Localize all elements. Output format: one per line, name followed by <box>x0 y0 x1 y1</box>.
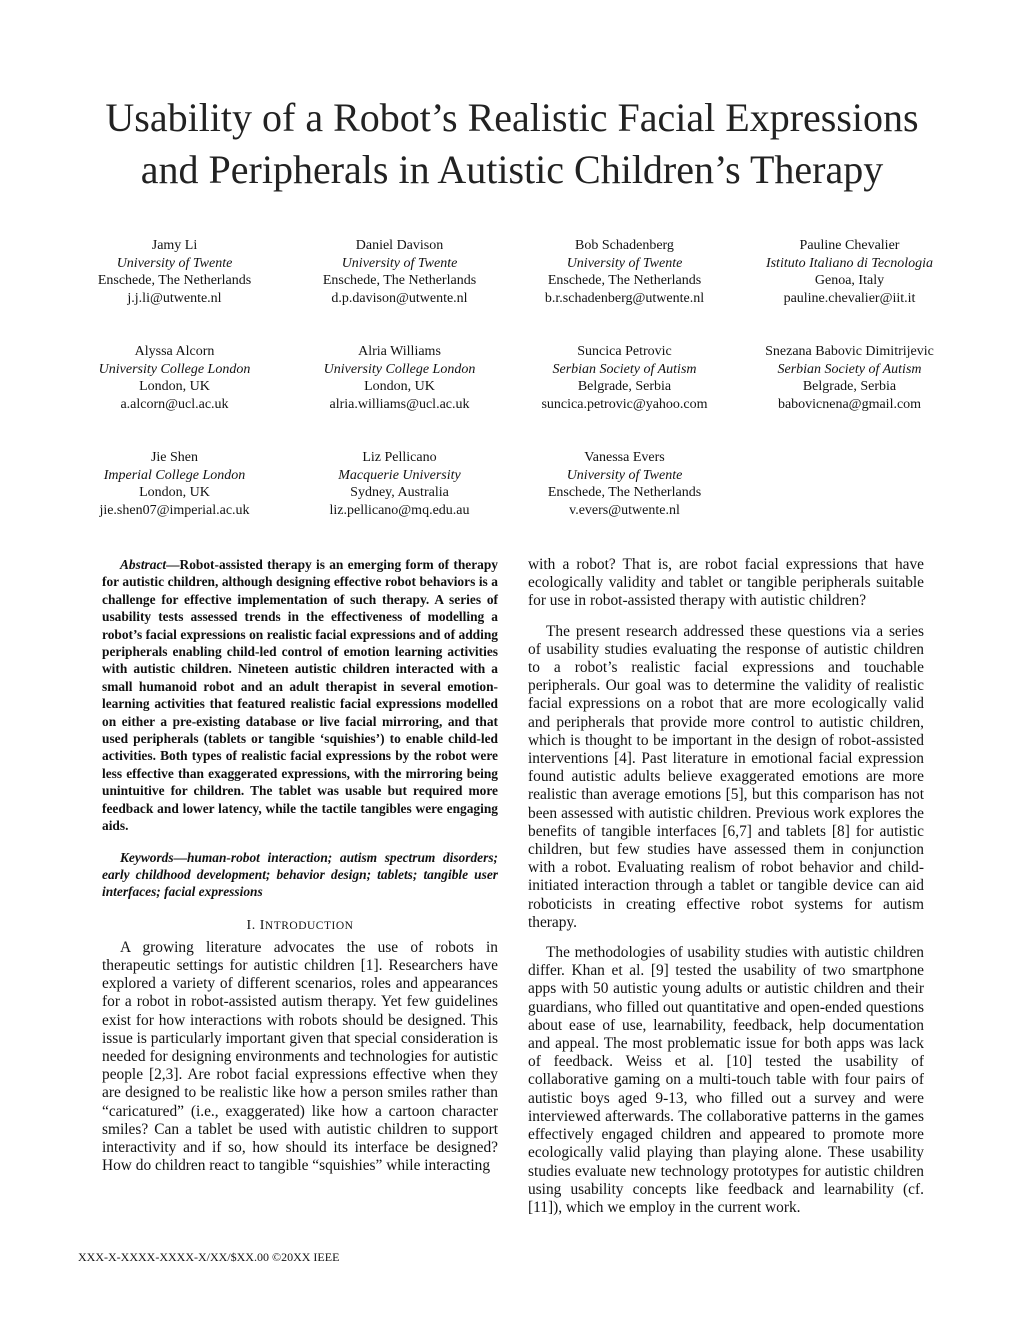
keywords-label: Keywords <box>120 849 174 865</box>
author-name: Jie Shen <box>150 450 199 465</box>
author-name: Vanessa Evers <box>584 450 665 465</box>
author-affiliation: University of Twente <box>116 255 233 271</box>
author-affiliation: Serbian Society of Autism <box>552 361 697 377</box>
author-row-3 <box>62 449 962 529</box>
author-row-1 <box>62 237 962 317</box>
author-location: London, UK <box>139 379 210 394</box>
author-block <box>62 237 287 307</box>
author-block <box>287 237 512 307</box>
author-affiliation: University College London <box>98 361 251 377</box>
author-email: liz.pellicano@mq.edu.au <box>329 502 470 518</box>
paragraph-methodologies: The methodologies of usability studies with autistic children differ. Khan et al. [9] tested the usability of two smartphone apps with 50 autistic young adults or autistic children and their guardians, who filled out quantitative and open-ended questions about ease of use, learnability, feedback, help documentation and appeal. The most problematic issue for both apps was lack of feedback. Weiss et al. [10] tested the usability of collaborative gaming on a multi-touch table with four pairs of autistic boys aged 9-13, who filled out a survey and were interviewed afterwards. The collaborative patterns in the games effectively engaged children and appeared to promote more ecologically valid playing than playing alone. These usability studies evaluate new technology prototypes for autistic children using usability concepts like feedback and learnability (cf. [11]), which we employ in the current work. <box>528 944 924 1216</box>
author-location: Genoa, Italy <box>814 273 885 288</box>
author-location: Enschede, The Netherlands <box>97 273 252 288</box>
right-column <box>528 556 924 1229</box>
paper-title <box>40 92 984 196</box>
keywords <box>102 849 498 901</box>
author-email: babovicnena@gmail.com <box>777 396 922 412</box>
author-email: alria.williams@ucl.ac.uk <box>329 396 470 412</box>
author-row-2 <box>62 343 962 423</box>
author-location: Belgrade, Serbia <box>577 379 672 394</box>
author-email: pauline.chevalier@iit.it <box>783 290 916 306</box>
author-block <box>287 449 512 519</box>
author-block <box>287 343 512 413</box>
author-name: Daniel Davison <box>355 238 444 253</box>
author-name: Liz Pellicano <box>362 450 437 465</box>
author-location: Enschede, The Netherlands <box>322 273 477 288</box>
author-block <box>62 449 287 519</box>
author-block <box>737 343 962 413</box>
author-location: London, UK <box>364 379 435 394</box>
author-block <box>737 237 962 307</box>
author-location: Enschede, The Netherlands <box>547 273 702 288</box>
abstract-text: —Robot-assisted therapy is an emerging form of therapy for autistic children, although designing effective robot behaviors is a challenge for effective implementation of such therapy. A series of usability tests assessed trends in the effectiveness of modelling a robot’s facial expressions on realistic facial expressions and of adding peripherals enabling child-led control of emotion learning activities with autistic children. Nineteen autistic children interacted with a small humanoid robot and an adult therapist in several emotion-learning activities that featured realistic facial expressions modelled on either a pre-existing database or live facial mirroring, and that used peripherals (tablets or tangible ‘squishies’) to enable child-led activities. Both types of realistic facial expressions by the robot were less effective than exaggerated expressions, with the mirroring being unintuitive for children. The tablet was usable but required more feedback and lower latency, while the tactile tangibles were engaging aids. <box>102 557 498 834</box>
author-affiliation: University of Twente <box>341 255 458 271</box>
author-name: Bob Schadenberg <box>575 238 674 253</box>
title-line-1: Usability of a Robot’s Realistic Facial Expressions <box>105 95 919 140</box>
author-email: a.alcorn@ucl.ac.uk <box>120 396 229 412</box>
section-rest: NTRODUCTION <box>264 919 354 932</box>
author-affiliation: Istituto Italiano di Tecnologia <box>765 255 934 271</box>
left-column <box>102 556 498 1175</box>
author-block <box>512 237 737 307</box>
author-affiliation: Imperial College London <box>103 467 246 483</box>
abstract-label: Abstract <box>120 557 167 572</box>
author-email: jie.shen07@imperial.ac.uk <box>99 502 250 518</box>
section-heading-introduction <box>102 917 498 935</box>
section-number: I. <box>246 917 256 933</box>
author-name: Suncica Petrovic <box>577 344 672 359</box>
author-email: j.j.li@utwente.nl <box>127 290 222 306</box>
copyright-footer: XXX-X-XXXX-XXXX-X/XX/$XX.00 ©20XX IEEE <box>78 1250 340 1264</box>
paragraph-present-research: The present research addressed these questions via a series of usability studies evaluating the response of autistic children to a robot’s realistic facial expressions and touchable peripherals. Our goal was to determine the validity of realistic facial expressions on a robot that are more ecologically valid and peripherals that provide more control to autistic children, which is thought to be important in the design of robot-assisted interventions [4]. Past literature in emotional facial expression found autistic adults believe exaggerated emotions are more realistic than average emotions [5], but this comparison has not been assessed with autistic children. Previous work explores the benefits of tangible interfaces [6,7] and tablets [8] for autistic children, but few studies have assessed them in conjunction with a robot. Evaluating realism of robot behavior and child-initiated interaction through a tablet or tangible device can aid roboticists in creating effective robot systems for autism therapy. <box>528 622 924 931</box>
author-name: Alria Williams <box>358 344 441 359</box>
author-location: Enschede, The Netherlands <box>547 485 702 500</box>
author-location: Belgrade, Serbia <box>802 379 897 394</box>
author-affiliation: Serbian Society of Autism <box>777 361 922 377</box>
paragraph-continuation: with a robot? That is, are robot facial expressions that have ecologically validity and tablet or tangible peripherals suitable for use in robot-assisted therapy with autistic children? <box>528 556 924 610</box>
author-block <box>512 449 737 519</box>
author-block <box>62 343 287 413</box>
author-affiliation: Macquerie University <box>338 467 461 483</box>
author-name: Pauline Chevalier <box>799 238 900 253</box>
title-line-2: and Peripherals in Autistic Children’s Therapy <box>140 147 884 192</box>
author-name: Snezana Babovic Dimitrijevic <box>765 344 934 359</box>
author-email: d.p.davison@utwente.nl <box>331 290 468 306</box>
author-name: Alyssa Alcorn <box>134 344 215 359</box>
author-affiliation: University of Twente <box>566 467 683 483</box>
author-email: b.r.schadenberg@utwente.nl <box>544 290 705 306</box>
author-name: Jamy Li <box>151 238 198 253</box>
section-first-letter: I <box>259 917 265 933</box>
intro-paragraph: A growing literature advocates the use of robots in therapeutic settings for autistic children [1]. Researchers have explored a variety of different scenarios, roles and appearances for a robot in robot-assisted autism therapy. Yet few guidelines exist for how interactions with robots should be designed. This issue is particularly important given that special consideration is needed for designing environments and technologies for autistic people [2,3]. Are robot facial expressions effective when they are designed to be realistic like how a person smiles rather than “caricatured” (i.e., exaggerated) like how a cartoon character smiles? Can a tablet be used with autistic children to support interactivity and if so, how should its interface be designed? How do children react to tangible “squishies” while interacting <box>102 938 498 1175</box>
author-affiliation: University College London <box>323 361 476 377</box>
author-location: London, UK <box>139 485 210 500</box>
abstract <box>102 556 498 835</box>
author-location: Sydney, Australia <box>350 485 449 500</box>
keywords-text: —human-robot interaction; autism spectrum disorders; early childhood development; behavior design; tablets; tangible user interfaces; facial expressions <box>102 849 498 900</box>
author-affiliation: University of Twente <box>566 255 683 271</box>
author-email: suncica.petrovic@yahoo.com <box>541 396 708 412</box>
author-email: v.evers@utwente.nl <box>569 502 680 518</box>
author-block <box>512 343 737 413</box>
